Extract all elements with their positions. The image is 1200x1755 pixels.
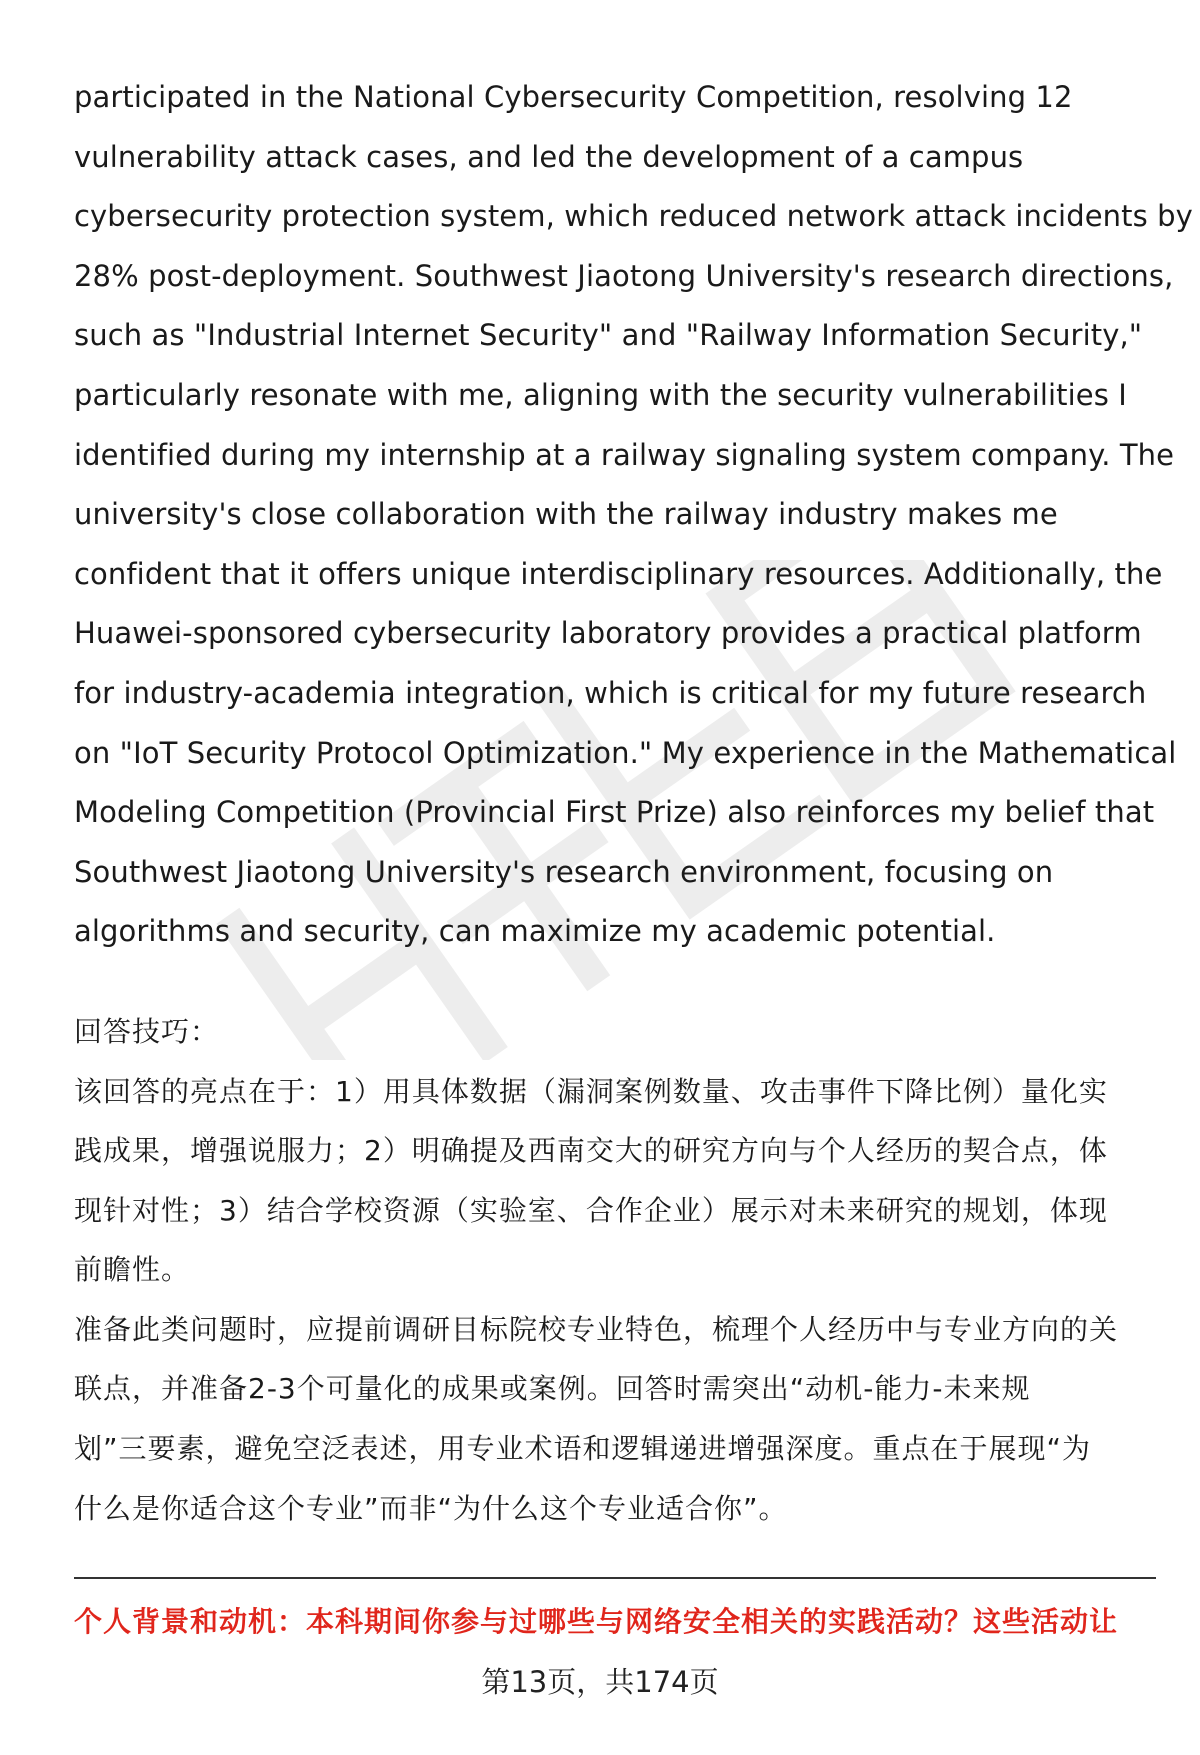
answer-line: on "IoT Security Protocol Optimization." My experience in the Mathematical — [74, 735, 1177, 770]
answer-line: algorithms and security, can maximize my academic potential. — [74, 914, 996, 949]
tips-line: 联点，并准备2-3个可量化的成果或案例。回答时需突出“动机-能力-未来规 — [74, 1372, 1031, 1406]
answer-line: Southwest Jiaotong University's research environment, focusing on — [74, 854, 1054, 889]
answer-line: vulnerability attack cases, and led the development of a campus — [74, 139, 1024, 174]
answer-line: confident that it offers unique interdisciplinary resources. Additionally, the — [74, 556, 1163, 591]
page-content — [74, 68, 1193, 1538]
tips-line: 现针对性；3）结合学校资源（实验室、合作企业）展示对未来研究的规划，体现 — [74, 1193, 1108, 1227]
tips-line: 前瞻性。 — [74, 1253, 191, 1287]
answer-line: 28% post-deployment. Southwest Jiaotong University's research directions, — [74, 258, 1174, 293]
tips-line: 该回答的亮点在于：1）用具体数据（漏洞案例数量、攻击事件下降比例）量化实 — [74, 1074, 1108, 1108]
answer-line: university's close collaboration with the railway industry makes me — [74, 497, 1058, 532]
answer-line: cybersecurity protection system, which reduced network attack incidents by — [74, 199, 1193, 234]
answer-line: Huawei-sponsored cybersecurity laboratory provides a practical platform — [74, 616, 1142, 651]
answer-paragraph — [74, 68, 1193, 962]
page-number-footer: 第13页，共174页 — [481, 1665, 719, 1699]
answer-line: participated in the National Cybersecurity Competition, resolving 12 — [74, 80, 1073, 114]
next-question-heading: 个人背景和动机：本科期间你参与过哪些与网络安全相关的实践活动？这些活动让 — [74, 1605, 1119, 1638]
tips-line: 准备此类问题时，应提前调研目标院校专业特色，梳理个人经历中与专业方向的关 — [74, 1312, 1119, 1346]
answer-tips-section — [74, 1002, 1154, 1538]
answer-line: identified during my internship at a railway signaling system company. The — [74, 437, 1175, 472]
answer-line: such as "Industrial Internet Security" and "Railway Information Security," — [74, 318, 1143, 353]
answer-line: particularly resonate with me, aligning with the security vulnerabilities I — [74, 377, 1127, 412]
tips-line: 划”三要素，避免空泛表述，用专业术语和逻辑递进增强深度。重点在于展现“为 — [74, 1432, 1092, 1466]
tips-line: 践成果，增强说服力；2）明确提及西南交大的研究方向与个人经历的契合点，体 — [74, 1134, 1108, 1168]
tips-line: 什么是你适合这个专业”而非“为什么这个专业适合你”。 — [74, 1491, 788, 1525]
tips-heading: 回答技巧： — [74, 1014, 220, 1048]
section-divider — [74, 1577, 1156, 1579]
answer-line: for industry-academia integration, which is critical for my future research — [74, 675, 1147, 710]
answer-line: Modeling Competition (Provincial First Prize) also reinforces my belief that — [74, 795, 1155, 830]
